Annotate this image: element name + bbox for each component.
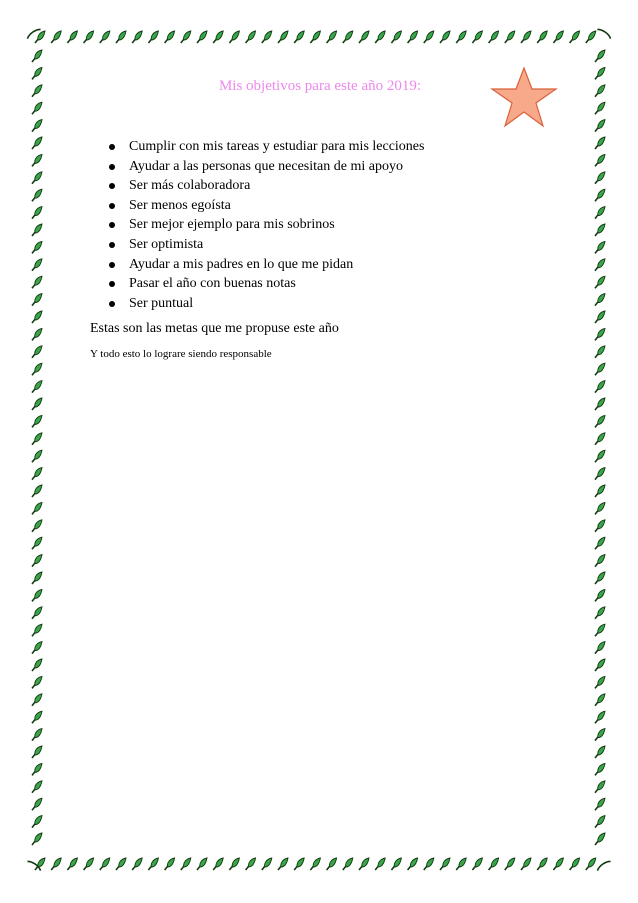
leaf-ornament <box>359 858 369 870</box>
leaf-ornament <box>391 31 401 43</box>
leaf-ornament <box>456 858 466 870</box>
leaf-ornament <box>595 520 605 532</box>
leaf-ornament <box>67 31 77 43</box>
leaf-ornament <box>456 31 466 43</box>
leaf-ornament <box>343 858 353 870</box>
leaf-ornament <box>32 502 42 514</box>
leaf-ornament <box>32 816 42 828</box>
leaf-ornament <box>35 31 45 43</box>
leaf-ornament <box>197 858 207 870</box>
leaf-ornament <box>148 858 158 870</box>
leaf-ornament <box>262 31 272 43</box>
leaf-ornament <box>32 102 42 114</box>
leaf-ornament <box>32 833 42 845</box>
leaf-ornament <box>32 781 42 793</box>
leaf-ornament <box>132 858 142 870</box>
leaf-ornament <box>32 224 42 236</box>
leaf-ornament <box>595 294 605 306</box>
leaf-ornament <box>100 858 110 870</box>
leaf-ornament <box>595 729 605 741</box>
leaf-ornament <box>213 858 223 870</box>
leaf-ornament <box>32 555 42 567</box>
list-item: Cumplir con mis tareas y estudiar para mis lecciones <box>96 137 424 157</box>
leaf-ornament <box>595 798 605 810</box>
leaf-ornament <box>595 241 605 253</box>
leaf-ornament <box>132 31 142 43</box>
leaf-ornament <box>595 816 605 828</box>
leaf-ornament <box>595 781 605 793</box>
leaf-ornament <box>32 589 42 601</box>
leaf-ornament <box>246 858 256 870</box>
leaf-ornament <box>595 137 605 149</box>
leaf-ornament <box>595 537 605 549</box>
leaf-ornament <box>32 172 42 184</box>
leaf-ornament <box>32 207 42 219</box>
leaf-ornament <box>32 676 42 688</box>
list-item: Ayudar a las personas que necesitan de mi apoyo <box>96 157 424 177</box>
leaf-ornament <box>84 858 94 870</box>
leaf-ornament <box>595 676 605 688</box>
leaf-ornament <box>32 433 42 445</box>
leaf-ornament <box>595 85 605 97</box>
leaf-ornament <box>116 31 126 43</box>
leaf-ornament <box>32 154 42 166</box>
leaf-ornament <box>595 259 605 271</box>
leaf-ornament <box>32 746 42 758</box>
leaf-ornament <box>32 415 42 427</box>
leaf-ornament <box>32 485 42 497</box>
leaf-ornament <box>310 858 320 870</box>
corner-flourish <box>597 28 611 39</box>
leaf-ornament <box>424 31 434 43</box>
leaf-ornament <box>505 31 515 43</box>
leaf-ornament <box>595 694 605 706</box>
leaf-ornament <box>375 31 385 43</box>
leaf-ornament <box>32 328 42 340</box>
leaf-ornament <box>278 31 288 43</box>
leaf-ornament <box>424 858 434 870</box>
leaf-ornament <box>32 642 42 654</box>
leaf-ornament <box>553 858 563 870</box>
leaf-ornament <box>595 67 605 79</box>
leaf-ornament <box>181 858 191 870</box>
leaf-ornament <box>32 798 42 810</box>
leaf-ornament <box>67 858 77 870</box>
leaf-ornament <box>246 31 256 43</box>
leaf-ornament <box>32 624 42 636</box>
leaf-ornament <box>32 520 42 532</box>
leaf-ornament <box>570 858 580 870</box>
leaf-ornament <box>148 31 158 43</box>
leaf-ornament <box>32 67 42 79</box>
leaf-ornament <box>32 346 42 358</box>
leaf-ornament <box>472 31 482 43</box>
leaf-ornament <box>595 711 605 723</box>
leaf-ornament <box>32 189 42 201</box>
leaf-ornament <box>32 311 42 323</box>
leaf-ornament <box>408 858 418 870</box>
leaf-ornament <box>32 468 42 480</box>
leaf-ornament <box>595 572 605 584</box>
leaf-ornament <box>310 31 320 43</box>
leaf-ornament <box>391 858 401 870</box>
leaf-ornament <box>586 31 596 43</box>
leaf-ornament <box>595 102 605 114</box>
leaf-ornament <box>595 763 605 775</box>
leaf-ornament <box>595 659 605 671</box>
leaf-ornament <box>327 858 337 870</box>
leaf-ornament <box>595 607 605 619</box>
leaf-ornament <box>489 31 499 43</box>
leaf-ornament <box>595 555 605 567</box>
leaf-ornament <box>84 31 94 43</box>
leaf-ornament <box>537 31 547 43</box>
leaf-ornament <box>32 294 42 306</box>
goals-list <box>96 137 424 313</box>
leaf-ornament <box>51 31 61 43</box>
star-icon <box>490 66 558 128</box>
page-title: Mis objetivos para este año 2019: <box>218 78 422 94</box>
list-item: Ser mejor ejemplo para mis sobrinos <box>96 215 424 235</box>
leaf-ornament <box>278 858 288 870</box>
leaf-ornament <box>595 502 605 514</box>
leaf-ornament <box>595 189 605 201</box>
leaf-ornament <box>32 572 42 584</box>
leaf-ornament <box>32 241 42 253</box>
leaf-ornament <box>595 415 605 427</box>
leaf-ornament <box>570 31 580 43</box>
leaf-ornament <box>595 363 605 375</box>
leaf-ornament <box>537 858 547 870</box>
leaf-ornament <box>213 31 223 43</box>
leaf-ornament <box>472 858 482 870</box>
leaf-ornament <box>521 31 531 43</box>
leaf-ornament <box>32 363 42 375</box>
leaf-ornament <box>595 346 605 358</box>
leaf-ornament <box>595 450 605 462</box>
leaf-ornament <box>181 31 191 43</box>
leaf-ornament <box>595 468 605 480</box>
leaf-ornament <box>595 381 605 393</box>
leaf-ornament <box>359 31 369 43</box>
list-item: Ser optimista <box>96 235 424 255</box>
list-item: Ser menos egoísta <box>96 196 424 216</box>
leaf-ornament <box>553 31 563 43</box>
corner-flourish <box>596 860 610 871</box>
leaf-ornament <box>294 31 304 43</box>
leaf-ornament <box>165 31 175 43</box>
leaf-ornament <box>32 607 42 619</box>
leaf-ornament <box>262 858 272 870</box>
leaf-ornament <box>595 833 605 845</box>
leaf-ornament <box>51 858 61 870</box>
leaf-ornament <box>100 31 110 43</box>
leaf-ornament <box>595 624 605 636</box>
leaf-ornament <box>294 858 304 870</box>
leaf-ornament <box>32 85 42 97</box>
leaf-ornament <box>595 120 605 132</box>
leaf-ornament <box>595 589 605 601</box>
closing-paragraph: Estas son las metas que me propuse este año <box>90 321 339 336</box>
leaf-ornament <box>595 398 605 410</box>
leaf-ornament <box>595 172 605 184</box>
leaf-ornament <box>165 858 175 870</box>
leaf-ornament <box>32 120 42 132</box>
leaf-ornament <box>595 207 605 219</box>
leaf-ornament <box>595 746 605 758</box>
leaf-ornament <box>505 858 515 870</box>
responsibility-note: Y todo esto lo lograre siendo responsable <box>90 348 272 360</box>
leaf-ornament <box>32 659 42 671</box>
leaf-ornament <box>32 398 42 410</box>
leaf-ornament <box>595 485 605 497</box>
leaf-ornament <box>595 50 605 62</box>
leaf-ornament <box>229 858 239 870</box>
leaf-ornament <box>327 31 337 43</box>
leaf-ornament <box>375 858 385 870</box>
leaf-ornament <box>32 381 42 393</box>
leaf-ornament <box>595 154 605 166</box>
leaf-ornament <box>32 450 42 462</box>
leaf-ornament <box>595 311 605 323</box>
leaf-ornament <box>32 259 42 271</box>
leaf-ornament <box>32 50 42 62</box>
list-item: Ayudar a mis padres en lo que me pidan <box>96 255 424 275</box>
leaf-ornament <box>32 729 42 741</box>
leaf-ornament <box>229 31 239 43</box>
leaf-ornament <box>32 276 42 288</box>
leaf-ornament <box>489 858 499 870</box>
leaf-ornament <box>197 31 207 43</box>
leaf-ornament <box>595 224 605 236</box>
leaf-ornament <box>521 858 531 870</box>
leaf-ornament <box>586 858 596 870</box>
leaf-ornament <box>595 642 605 654</box>
leaf-ornament <box>343 31 353 43</box>
leaf-ornament <box>408 31 418 43</box>
leaf-ornament <box>595 433 605 445</box>
list-item: Ser puntual <box>96 294 424 314</box>
leaf-ornament <box>595 328 605 340</box>
leaf-ornament <box>32 763 42 775</box>
leaf-ornament <box>32 537 42 549</box>
leaf-ornament <box>116 858 126 870</box>
leaf-ornament <box>595 276 605 288</box>
list-item: Ser más colaboradora <box>96 176 424 196</box>
leaf-ornament <box>32 694 42 706</box>
leaf-ornament <box>32 137 42 149</box>
leaf-ornament <box>440 31 450 43</box>
list-item: Pasar el año con buenas notas <box>96 274 424 294</box>
leaf-ornament <box>440 858 450 870</box>
leaf-ornament <box>32 711 42 723</box>
